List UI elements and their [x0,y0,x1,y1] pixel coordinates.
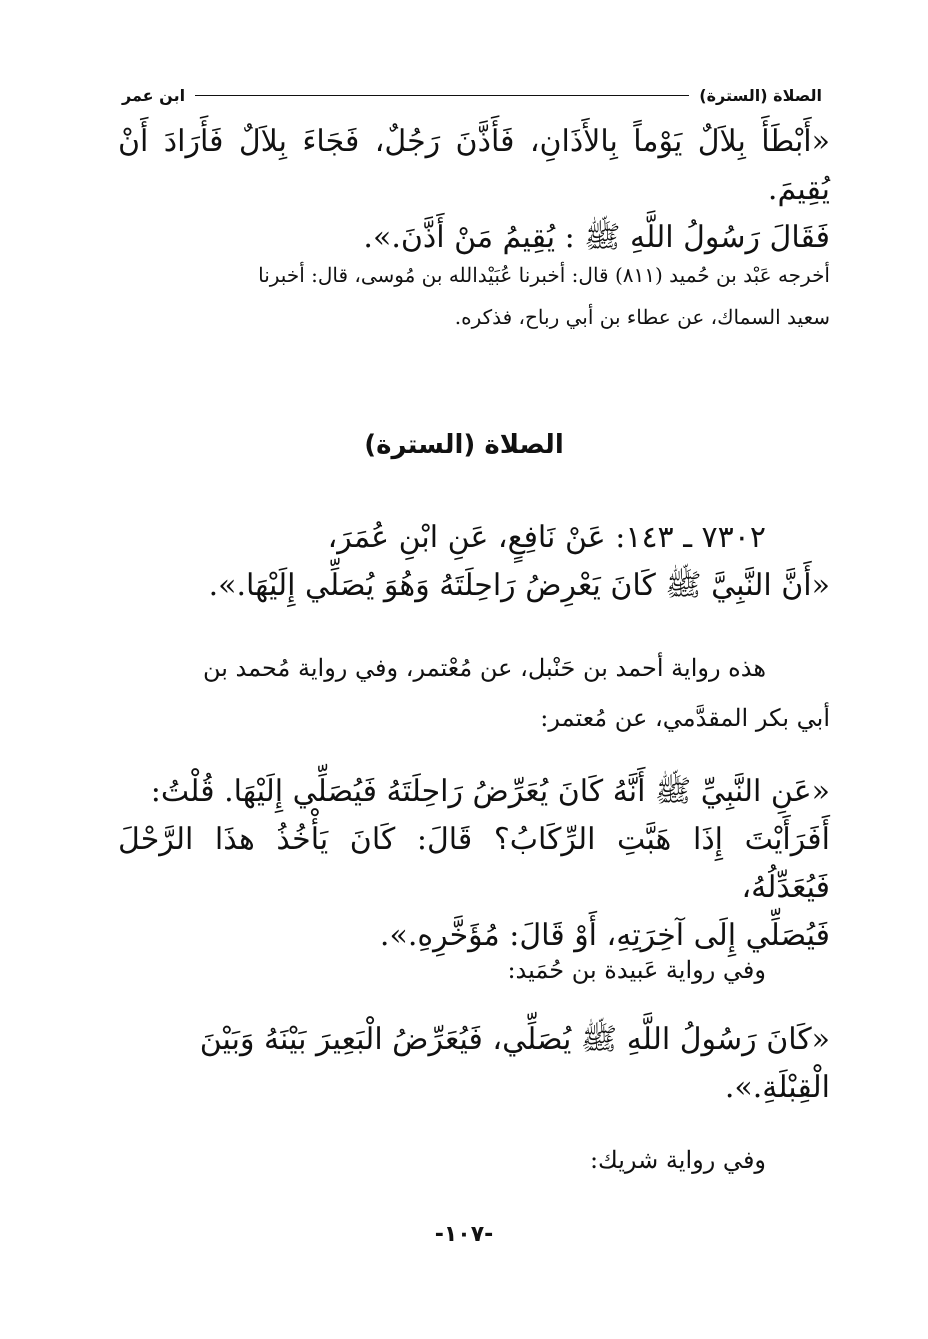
top-hadith-line-1: «أَبْطَأَ بِلاَلٌ يَوْماً بِالأَذَانِ، فَأَذَّنَ رَجُلٌ، فَجَاءَ بِلاَلٌ فَأَرَادَ أَنْ يُقِيمَ. [118,124,831,207]
top-takhrij-line-2: سعيد السماك، عن عطاء بن أبي رباح، فذكره. [454,305,830,329]
riwaya-ubayda-line-1: «كَانَ رَسُولُ اللَّهِ ﷺ يُصَلِّي، فَيُعَرِّضُ الْبَعِيرَ بَيْنَهُ وَبَيْنَ [199,1022,830,1057]
top-takhrij-line-1: أخرجه عَبْد بن حُميد (٨١١) قال: أخبرنا عُبَيْدالله بن مُوسى، قال: أخبرنا [258,263,830,287]
hadith-7302-isnad: ٧٣٠٢ ـ ١٤٣: عَنْ نَافِعٍ، عَنِ ابْنِ عُمَرَ، [327,520,766,555]
section-heading: الصلاة (السترة) [364,430,564,460]
top-takhrij-text [118,254,830,338]
top-hadith-line-2: فَقَالَ رَسُولُ اللَّهِ ﷺ : يُقِيمُ مَنْ أَذَّنَ.». [363,220,830,255]
riwaya-muqaddami [118,768,830,960]
hadith-7302-matn: «أَنَّ النَّبِيَّ ﷺ كَانَ يَعْرِضُ رَاحِلَتَهُ وَهُوَ يُصَلِّي إِلَيْهَا.». [208,568,830,603]
riwaya-ubayda [118,1016,830,1112]
riwaya-note-line-2: أبي بكر المقدَّمي، عن مُعتمر: [540,704,830,732]
riwaya-muqaddami-line-3: فَيُصَلِّي إِلَى آخِرَتِهِ، أَوْ قَالَ: مُؤَخَّرِهِ.». [379,918,830,953]
riwaya-note-line-1: هذه رواية أحمد بن حَنْبل، عن مُعْتمر، وفي رواية مُحمد بن [202,654,766,682]
riwaya-ubayda-intro [118,945,830,995]
top-hadith-text [118,118,830,262]
hadith-7302 [118,514,830,610]
riwaya-sharik-intro [118,1135,830,1185]
riwaya-note [118,643,830,743]
header-rule [195,95,689,96]
riwaya-ubayda-line-2: الْقِبْلَةِ.». [724,1070,830,1105]
page-number: -١٠٧- [434,1222,494,1247]
header-chapter-title: الصلاة (السترة) [699,85,822,105]
riwaya-muqaddami-line-1: «عَنِ النَّبِيِّ ﷺ أَنَّهُ كَانَ يُعَرِّضُ رَاحِلَتَهُ فَيُصَلِّي إِلَيْهَا. قُلْتُ: [150,774,830,809]
riwaya-sharik-intro-text: وفي رواية شريك: [589,1146,766,1174]
running-header [122,80,822,110]
header-companion-name: ابن عمر [122,85,186,105]
riwaya-muqaddami-line-2: أَفَرَأَيْتَ إِذَا هَبَّتِ الرِّكَابُ؟ قَالَ: كَانَ يَأْخُذُ هذَا الرَّحْلَ فَيُعَدِّلُهُ، [118,822,830,905]
riwaya-ubayda-intro-text: وفي رواية عَبيدة بن حُمَيد: [507,956,766,984]
